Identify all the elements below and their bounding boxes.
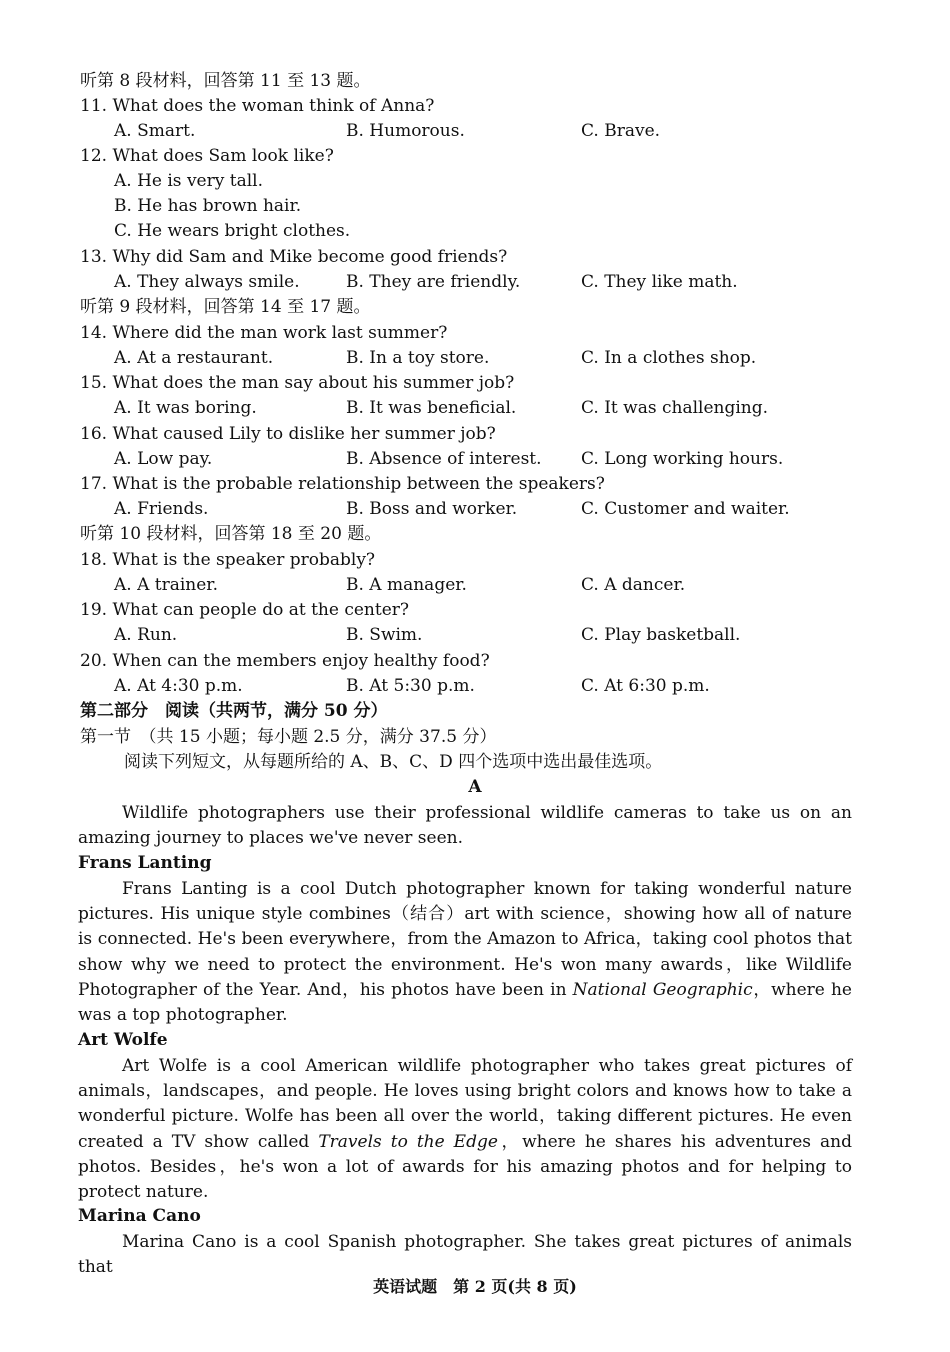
option-c: C. A dancer. bbox=[581, 575, 686, 595]
question-stem: 20. When can the members enjoy healthy food? bbox=[80, 651, 490, 671]
option-b: B. Humorous. bbox=[346, 121, 465, 141]
option-c: C. Play basketball. bbox=[581, 625, 741, 645]
option-c: C. Customer and waiter. bbox=[581, 499, 790, 519]
intro-text: Wildlife photographers use their professional wildlife cameras to take us on an amazing journey to places we've never seen. bbox=[78, 803, 852, 849]
section-header: 听第 9 段材料，回答第 14 至 17 题。 bbox=[80, 297, 371, 317]
option-a: A. He is very tall. bbox=[114, 171, 263, 191]
option-c: C. It was challenging. bbox=[581, 398, 769, 418]
option-c: C. He wears bright clothes. bbox=[114, 221, 351, 241]
option-c: C. Brave. bbox=[581, 121, 661, 141]
option-c: C. They like math. bbox=[581, 272, 738, 292]
question-stem: 19. What can people do at the center? bbox=[80, 600, 410, 620]
instruction: 阅读下列短文，从每题所给的 A、B、C、D 四个选项中选出最佳选项。 bbox=[124, 752, 663, 772]
photographer-name: Art Wolfe bbox=[78, 1030, 168, 1050]
option-b: B. Boss and worker. bbox=[346, 499, 518, 519]
paragraph-text-after: ，where he shares his adventures and photos. Besides，he's won a lot of awards for his amazing photos and for helping to protect nature. bbox=[78, 1131, 852, 1203]
question-stem: 15. What does the man say about his summer job? bbox=[80, 373, 515, 393]
passage-label: A bbox=[468, 777, 482, 797]
option-a: A. Low pay. bbox=[114, 449, 213, 469]
photographer-name: Marina Cano bbox=[78, 1206, 201, 1226]
paragraph-text-after: ，where he was a top photographer. bbox=[78, 979, 852, 1026]
option-b: B. He has brown hair. bbox=[114, 196, 302, 216]
section-title: 第一节 （共 15 小题；每小题 2.5 分，满分 37.5 分） bbox=[80, 727, 497, 747]
option-a: A. Friends. bbox=[114, 499, 209, 519]
paragraph-italic: National Geographic bbox=[572, 979, 753, 1000]
question-stem: 12. What does Sam look like? bbox=[80, 146, 334, 166]
photographer-name: Frans Lanting bbox=[78, 853, 212, 873]
option-a: A. Smart. bbox=[114, 121, 196, 141]
option-a: A. Run. bbox=[114, 625, 178, 645]
paragraph-text: Frans Lanting is a cool Dutch photographer known for taking wonderful nature pictures. His unique style combines（结合）art with science，showing how all of nature is connected. He's been everywhere，from the Amazon to Africa，taking cool photos that show why we need to protect the environment. He's won many awards，like Wildlife Photographer of the Year. And，his photos have been in bbox=[78, 879, 852, 1000]
paragraph-italic: Travels to the Edge bbox=[318, 1131, 498, 1152]
photographer-paragraph bbox=[78, 1054, 852, 1205]
option-a: A. At 4:30 p.m. bbox=[114, 676, 243, 696]
option-b: B. Swim. bbox=[346, 625, 423, 645]
section-header: 听第 8 段材料，回答第 11 至 13 题。 bbox=[80, 71, 371, 91]
part-title: 第二部分 阅读（共两节，满分 50 分） bbox=[80, 701, 388, 721]
option-a: A. They always smile. bbox=[114, 272, 300, 292]
page-footer: 英语试题 第 2 页(共 8 页) bbox=[373, 1277, 577, 1296]
question-stem: 11. What does the woman think of Anna? bbox=[80, 96, 435, 116]
option-a: A. It was boring. bbox=[114, 398, 257, 418]
option-b: B. At 5:30 p.m. bbox=[346, 676, 475, 696]
option-c: C. In a clothes shop. bbox=[581, 348, 757, 368]
section-header: 听第 10 段材料，回答第 18 至 20 题。 bbox=[80, 524, 382, 544]
option-a: A. A trainer. bbox=[114, 575, 218, 595]
option-b: B. It was beneficial. bbox=[346, 398, 517, 418]
question-stem: 17. What is the probable relationship between the speakers? bbox=[80, 474, 605, 494]
question-stem: 18. What is the speaker probably? bbox=[80, 550, 376, 570]
photographer-paragraph bbox=[78, 1230, 852, 1280]
question-stem: 16. What caused Lily to dislike her summer job? bbox=[80, 424, 496, 444]
question-stem: 14. Where did the man work last summer? bbox=[80, 323, 448, 343]
paragraph-text: Marina Cano is a cool Spanish photographer. She takes great pictures of animals that bbox=[78, 1232, 852, 1278]
option-c: C. Long working hours. bbox=[581, 449, 784, 469]
option-b: B. They are friendly. bbox=[346, 272, 521, 292]
option-a: A. At a restaurant. bbox=[114, 348, 274, 368]
photographer-paragraph bbox=[78, 877, 852, 1028]
option-b: B. A manager. bbox=[346, 575, 467, 595]
option-b: B. In a toy store. bbox=[346, 348, 490, 368]
intro-paragraph bbox=[78, 801, 852, 851]
option-c: C. At 6:30 p.m. bbox=[581, 676, 710, 696]
paragraph-text: Art Wolfe is a cool American wildlife photographer who takes great pictures of animals，landscapes，and people. He loves using bright colors and knows how to take a wonderful picture. Wolfe has been all over the world，taking different pictures. He even created a TV show called bbox=[78, 1056, 852, 1152]
option-b: B. Absence of interest. bbox=[346, 449, 542, 469]
question-stem: 13. Why did Sam and Mike become good friends? bbox=[80, 247, 508, 267]
